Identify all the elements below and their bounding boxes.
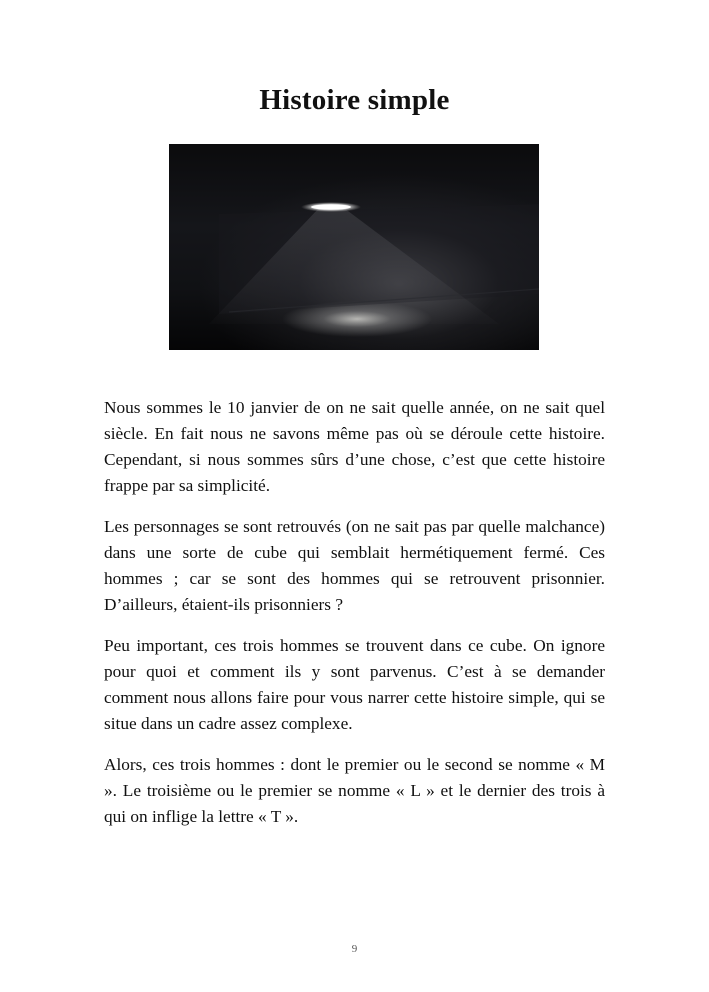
page-number: 9 [351, 943, 358, 955]
paragraph: Les personnages se sont retrouvés (on ne sait pas par quelle malchance) dans une sorte de cube qui semblait hermétiquement fermé. Ces hommes ; car se sont des hommes qui se retrouvent prisonnier. D’ailleurs, étaient-ils prisonniers ? [104, 517, 605, 614]
page-title: Histoire simple [259, 84, 450, 116]
dark-room-light-icon [169, 144, 539, 350]
paragraph: Alors, ces trois hommes : dont le premier ou le second se nomme « M ». Le troisième ou le premier se nomme « L » et le dernier des trois à qui on inflige la lettre « T ». [104, 755, 605, 826]
paragraph: Peu important, ces trois hommes se trouvent dans ce cube. On ignore pour quoi et comment ils y sont parvenus. C’est à se demander comment nous allons faire pour vous narrer cette histoire simple, qui se situe dans un cadre assez complexe. [104, 636, 605, 733]
paragraph: Nous sommes le 10 janvier de on ne sait quelle année, on ne sait quel siècle. En fait nous ne savons même pas où se déroule cette histoire. Cependant, si nous sommes sûrs d’une chose, c’est que cette histoire frappe par sa simplicité. [104, 398, 605, 495]
dark-room-image [169, 144, 539, 350]
body-text [104, 395, 605, 845]
